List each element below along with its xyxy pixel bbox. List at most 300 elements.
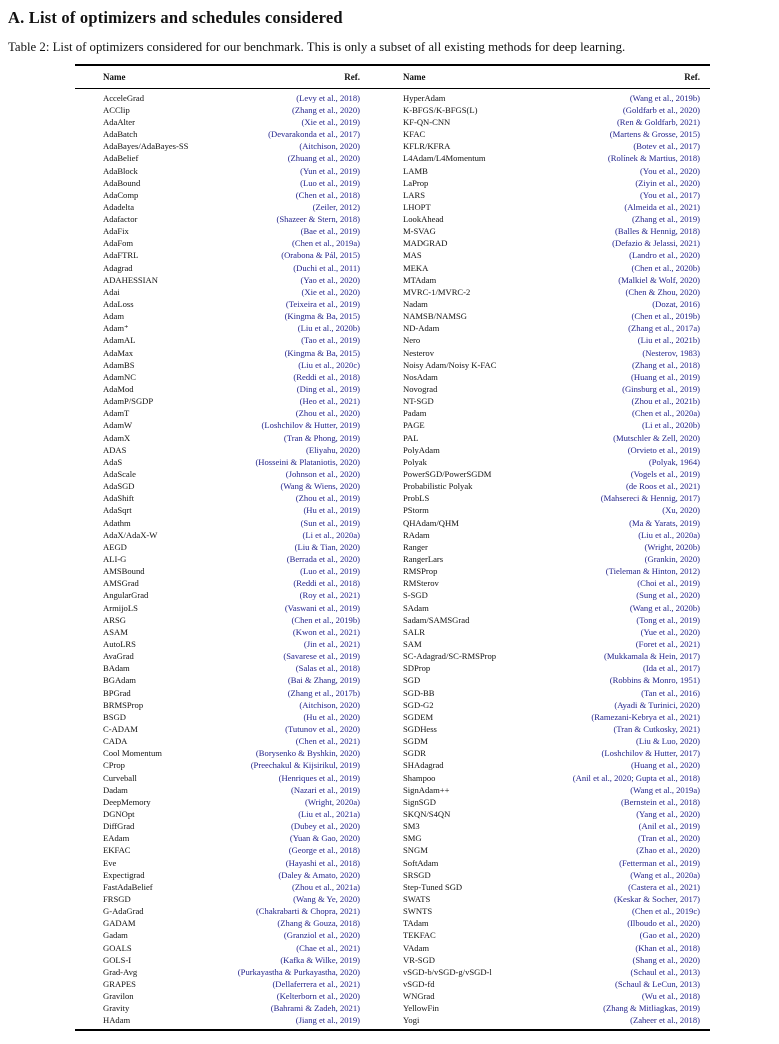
header-ref-left: Ref. [344, 71, 360, 82]
optimizer-name-left: AEGD [103, 541, 127, 552]
table-row [75, 116, 710, 128]
optimizer-name-right: RMSterov [403, 578, 439, 589]
table-row [75, 286, 710, 298]
citation-link-left[interactable]: (Hosseini & Plataniotis, 2020) [255, 456, 360, 467]
optimizer-name-left: Adai [103, 286, 120, 297]
citation-link-right[interactable]: (Ren & Goldfarb, 2021) [616, 116, 700, 127]
citation-link-left[interactable]: (Chakrabarti & Chopra, 2021) [255, 906, 360, 917]
citation-link-left[interactable]: (Savarese et al., 2019) [283, 651, 360, 662]
citation-link-right[interactable]: (Grankin, 2020) [644, 554, 700, 564]
citation-link-left[interactable]: (Xie et al., 2020) [301, 286, 360, 297]
optimizer-name-left: C-ADAM [103, 723, 138, 734]
citation-link-right[interactable]: (Xu, 2020) [662, 505, 700, 516]
table-row [75, 650, 710, 662]
citation-link-right[interactable]: (Wang et al., 2020a) [630, 869, 700, 880]
citation-link-right[interactable]: (Wang et al., 2020b) [629, 602, 700, 613]
citation-link-right[interactable]: (Bernstein et al., 2018) [621, 796, 700, 807]
optimizer-name-left: DeepMemory [103, 796, 151, 807]
table-row [75, 480, 710, 492]
citation-link-right[interactable]: (Zaheer et al., 2018) [630, 1015, 700, 1026]
citation-link-right[interactable]: (Ayadi & Turinici, 2020) [614, 699, 700, 710]
citation-link-right[interactable]: (Malkiel & Wolf, 2020) [618, 274, 700, 285]
optimizer-name-right: LAMB [403, 165, 428, 176]
citation-link-right[interactable]: (Mukkamala & Hein, 2017) [604, 651, 700, 662]
optimizer-name-right: Nesterov [403, 347, 435, 358]
citation-link-left[interactable]: (Kingma & Ba, 2015) [284, 347, 360, 358]
citation-link-left[interactable]: (Orabona & Pál, 2015) [281, 250, 360, 261]
optimizer-name-left: Gravilon [103, 991, 134, 1002]
optimizer-name-right: MADGRAD [403, 238, 448, 249]
optimizer-name-left: AdamT [103, 408, 130, 419]
table-row [75, 1002, 710, 1014]
optimizer-name-right: vSGD-fd [403, 978, 435, 989]
optimizer-name-right: M-SVAG [403, 226, 436, 237]
citation-link-left[interactable]: (Sun et al., 2019) [300, 517, 360, 528]
citation-link-left[interactable]: (Tran & Phong, 2019) [283, 432, 360, 443]
table-row [75, 310, 710, 322]
citation-link-left[interactable]: (Chae et al., 2021) [296, 942, 360, 953]
table-row [75, 541, 710, 553]
table-row [75, 614, 710, 626]
optimizer-name-right: RMSProp [403, 566, 438, 577]
citation-link-right[interactable]: (Tong et al., 2019) [636, 614, 700, 625]
citation-link-left[interactable]: (Hayashi et al., 2018) [285, 857, 360, 868]
citation-link-left[interactable]: (Chen et al., 2019b) [291, 614, 360, 625]
optimizer-name-left: AdaMod [103, 384, 134, 395]
optimizer-name-right: LARS [403, 189, 425, 200]
optimizer-name-right: MAS [403, 250, 422, 261]
citation-link-left[interactable]: (Tao et al., 2019) [301, 335, 360, 346]
optimizer-name-left: AdaComp [103, 189, 139, 200]
optimizer-name-left: GOALS [103, 942, 132, 953]
optimizer-name-left: ARSG [103, 614, 126, 625]
citation-link-right[interactable]: (Botev et al., 2017) [633, 141, 700, 152]
citation-link-right[interactable]: (You et al., 2017) [640, 189, 700, 200]
table-row [75, 201, 710, 213]
optimizer-name-right: NAMSB/NAMSG [403, 311, 467, 322]
table-row [75, 249, 710, 261]
table-row [75, 771, 710, 783]
citation-link-left[interactable]: (Liu et al., 2020c) [298, 359, 360, 370]
citation-link-right[interactable]: (Huang et al., 2019) [631, 371, 700, 382]
citation-link-left[interactable]: (Wang & Wiens, 2020) [280, 481, 360, 492]
table-row [75, 152, 710, 164]
citation-link-left[interactable]: (Luo et al., 2019) [300, 177, 360, 188]
citation-link-right[interactable]: (Defazio & Jelassi, 2021) [612, 238, 700, 249]
optimizer-name-left: DGNOpt [103, 808, 135, 819]
citation-link-right[interactable]: (Ma & Yarats, 2019) [629, 517, 700, 528]
table-row [75, 844, 710, 856]
table-row [75, 492, 710, 504]
citation-link-left[interactable]: (Yun et al., 2019) [300, 165, 360, 176]
optimizer-name-left: FastAdaBelief [103, 881, 153, 892]
citation-link-left[interactable]: (Hu et al., 2019) [303, 505, 360, 516]
table-row [75, 529, 710, 541]
citation-link-left[interactable]: (Heo et al., 2021) [299, 396, 360, 407]
optimizer-name-right: SRSGD [403, 869, 431, 880]
table-row [75, 104, 710, 116]
optimizer-name-left: Dadam [103, 784, 128, 795]
optimizer-name-right: Padam [403, 408, 427, 419]
table-row [75, 577, 710, 589]
optimizer-name-left: AdaLoss [103, 299, 134, 310]
citation-link-left[interactable]: (Zhou et al., 2020) [295, 408, 360, 419]
optimizer-name-right: ProbLS [403, 493, 430, 504]
table-row [75, 747, 710, 759]
citation-link-left[interactable]: (Tutunov et al., 2020) [285, 723, 360, 734]
table-row [75, 589, 710, 601]
citation-link-right[interactable]: (Fetterman et al., 2019) [619, 857, 700, 868]
citation-link-left[interactable]: (Henriques et al., 2019) [278, 772, 360, 783]
table-row [75, 723, 710, 735]
citation-link-left[interactable]: (Yuan & Gao, 2020) [289, 833, 360, 844]
citation-link-left[interactable]: (Shazeer & Stern, 2018) [276, 214, 360, 225]
citation-link-right[interactable]: (Loshchilov & Hutter, 2017) [601, 748, 700, 759]
citation-link-right[interactable]: (Yang et al., 2020) [636, 808, 700, 819]
citation-link-left[interactable]: (Salas et al., 2018) [295, 663, 360, 674]
citation-link-right[interactable]: (Chen et al., 2020a) [631, 408, 700, 419]
citation-link-left[interactable]: (Liu et al., 2020b) [297, 322, 360, 333]
citation-link-right[interactable]: (Castera et al., 2021) [628, 881, 700, 892]
citation-link-right[interactable]: (Robbins & Monro, 1951) [609, 675, 700, 686]
citation-link-right[interactable]: (Balles & Hennig, 2018) [615, 226, 700, 237]
citation-link-left[interactable]: (Xie et al., 2019) [301, 116, 360, 127]
citation-link-right[interactable]: (Wright, 2020b) [644, 541, 700, 552]
citation-link-right[interactable]: (Ilboudo et al., 2020) [627, 918, 700, 929]
citation-link-left[interactable]: (Johnson et al., 2020) [285, 469, 360, 480]
citation-link-left[interactable]: (Devarakonda et al., 2017) [268, 129, 360, 140]
citation-link-left[interactable]: (Aitchison, 2020) [299, 141, 360, 152]
section-title: A. List of optimizers and schedules considered [8, 8, 343, 27]
optimizer-name-left: BRMSProp [103, 699, 144, 710]
citation-link-right[interactable]: (Choi et al., 2019) [637, 578, 700, 589]
citation-link-right[interactable]: (Chen et al., 2019b) [631, 311, 700, 322]
table-row [75, 881, 710, 893]
citation-link-right[interactable]: (Ziyin et al., 2020) [635, 177, 700, 188]
optimizer-name-left: AdamX [103, 432, 131, 443]
citation-link-left[interactable]: (Zhang et al., 2017b) [287, 687, 360, 698]
optimizer-name-right: RAdam [403, 529, 430, 540]
citation-link-right[interactable]: (Mahsereci & Hennig, 2017) [600, 493, 700, 504]
citation-link-right[interactable]: (Huang et al., 2020) [631, 760, 700, 771]
citation-link-right[interactable]: (Gao et al., 2020) [639, 930, 700, 941]
optimizer-name-left: Curveball [103, 772, 137, 783]
table-row [75, 638, 710, 650]
optimizer-name-left: ACClip [103, 104, 130, 115]
table-row [75, 322, 710, 334]
citation-link-left[interactable]: (Vaswani et al., 2019) [284, 602, 360, 613]
citation-link-right[interactable]: (de Roos et al., 2021) [626, 481, 700, 492]
citation-link-left[interactable]: (Chen et al., 2019a) [291, 238, 360, 249]
citation-link-left[interactable]: (Dellaferrera et al., 2021) [272, 978, 360, 989]
citation-link-right[interactable]: (Tieleman & Hinton, 2012) [605, 566, 700, 577]
citation-link-left[interactable]: (Borysenko & Byshkin, 2020) [255, 748, 360, 759]
citation-link-right[interactable]: (Anil et al., 2019) [638, 821, 700, 832]
citation-link-left[interactable]: (George et al., 2018) [288, 845, 360, 856]
citation-link-left[interactable]: (Zhang & Gouza, 2018) [277, 918, 360, 929]
citation-link-right[interactable]: (Khan et al., 2018) [635, 942, 700, 953]
citation-link-left[interactable]: (Jin et al., 2021) [303, 638, 360, 649]
table-row [75, 978, 710, 990]
optimizer-name-left: Adagrad [103, 262, 133, 273]
optimizer-name-right: TAdam [403, 918, 429, 929]
citation-link-left[interactable]: (Bae et al., 2019) [300, 226, 360, 237]
optimizer-name-right: SAM [403, 638, 422, 649]
citation-link-left[interactable]: (Li et al., 2020a) [302, 529, 360, 540]
citation-link-right[interactable]: (Vogels et al., 2019) [630, 469, 700, 480]
optimizer-name-left: AdaFix [103, 226, 129, 237]
optimizer-name-left: AdaSGD [103, 481, 135, 492]
citation-link-left[interactable]: (Yao et al., 2020) [300, 274, 360, 285]
table-row [75, 856, 710, 868]
optimizer-name-right: SoftAdam [403, 857, 439, 868]
citation-link-left[interactable]: (Dubey et al., 2020) [291, 821, 360, 832]
optimizer-name-left: Adafactor [103, 214, 138, 225]
citation-link-left[interactable]: (Zeiler, 2012) [312, 201, 360, 212]
citation-link-left[interactable]: (Liu & Tian, 2020) [294, 541, 360, 552]
citation-link-left[interactable]: (Kwon et al., 2021) [292, 626, 360, 637]
optimizer-name-right: MEKA [403, 262, 429, 273]
optimizer-name-right: SignSGD [403, 796, 436, 807]
citation-link-right[interactable]: (Zhang et al., 2017a) [628, 323, 700, 334]
citation-link-right[interactable]: (Foret et al., 2021) [635, 638, 700, 649]
citation-link-right[interactable]: (Martens & Grosse, 2015) [609, 129, 700, 140]
citation-link-right[interactable]: (Rolínek & Martius, 2018) [607, 153, 700, 164]
table-row [75, 808, 710, 820]
table-row [75, 711, 710, 723]
optimizer-name-right: SWATS [403, 893, 431, 904]
table-bottom-rule [75, 1029, 710, 1031]
citation-link-left[interactable]: (Preechakul & Kijsirikul, 2019) [250, 760, 360, 771]
citation-link-left[interactable]: (Liu et al., 2021a) [298, 808, 360, 819]
citation-link-right[interactable]: (Ramezani-Kebrya et al., 2021) [591, 711, 700, 722]
table-row [75, 444, 710, 456]
optimizer-name-right: SGD-BB [403, 687, 435, 698]
citation-link-right[interactable]: (Zhang et al., 2018) [631, 359, 700, 370]
citation-link-right[interactable]: (Almeida et al., 2021) [624, 201, 700, 212]
optimizer-name-right: PowerSGD/PowerSGDM [403, 469, 492, 480]
citation-link-left[interactable]: (Chen et al., 2021) [295, 736, 360, 747]
table-row [75, 359, 710, 371]
citation-link-right[interactable]: (Zhang & Mitliagkas, 2019) [603, 1003, 700, 1014]
optimizer-name-left: ArmijoLS [103, 602, 138, 613]
citation-link-left[interactable]: (Eliyahu, 2020) [306, 444, 360, 455]
optimizer-name-right: VAdam [403, 942, 430, 953]
optimizer-name-left: BPGrad [103, 687, 131, 698]
citation-link-right[interactable]: (Li et al., 2020b) [642, 420, 700, 431]
optimizer-name-left: Eve [103, 857, 117, 868]
optimizer-name-left: CProp [103, 760, 125, 771]
table-row [75, 565, 710, 577]
citation-link-left[interactable]: (Roy et al., 2021) [299, 590, 360, 601]
citation-link-right[interactable]: (Ida et al., 2017) [642, 663, 700, 674]
optimizer-name-right: SGDR [403, 748, 426, 759]
table-row [75, 140, 710, 152]
citation-link-left[interactable]: (Loshchilov & Hutter, 2019) [261, 420, 360, 431]
optimizer-name-right: Polyak [403, 456, 427, 467]
table-row [75, 334, 710, 346]
table-row [75, 395, 710, 407]
citation-link-right[interactable]: (Zhao et al., 2020) [636, 845, 700, 856]
citation-link-left[interactable]: (Purkayastha & Purkayastha, 2020) [237, 966, 360, 977]
citation-link-left[interactable]: (Ding et al., 2019) [296, 384, 360, 395]
citation-link-left[interactable]: (Aitchison, 2020) [299, 699, 360, 710]
table-row [75, 917, 710, 929]
citation-link-left[interactable]: (Kafka & Wilke, 2019) [280, 954, 360, 965]
table-row [75, 92, 710, 104]
citation-link-right[interactable]: (Schaul et al., 2013) [630, 966, 700, 977]
optimizer-name-left: AdamAL [103, 335, 136, 346]
citation-link-left[interactable]: (Wang & Ye, 2020) [293, 893, 360, 904]
optimizer-name-left: AMSGrad [103, 578, 139, 589]
optimizer-name-right: TEKFAC [403, 930, 436, 941]
optimizer-name-right: SGDM [403, 736, 428, 747]
citation-link-left[interactable]: (Chen et al., 2018) [295, 189, 360, 200]
citation-link-left[interactable]: (Zhou et al., 2021a) [291, 881, 360, 892]
optimizer-name-right: Yogi [403, 1015, 420, 1026]
citation-link-left[interactable]: (Reddi et al., 2018) [293, 578, 360, 589]
header-ref-right: Ref. [684, 71, 700, 82]
optimizer-name-left: GRAPES [103, 978, 136, 989]
citation-link-right[interactable]: (Zhou et al., 2021b) [631, 396, 700, 407]
optimizer-name-right: LookAhead [403, 214, 444, 225]
citation-link-left[interactable]: (Luo et al., 2019) [300, 566, 360, 577]
citation-link-left[interactable]: (Bahrami & Zadeh, 2021) [270, 1003, 360, 1014]
optimizer-name-left: Gravity [103, 1003, 130, 1014]
citation-link-left[interactable]: (Daley & Amato, 2020) [278, 869, 360, 880]
optimizer-name-right: YellowFin [403, 1003, 439, 1014]
optimizer-name-left: Expectigrad [103, 869, 145, 880]
citation-link-left[interactable]: (Duchi et al., 2011) [293, 262, 360, 273]
table-row [75, 189, 710, 201]
citation-link-right[interactable]: (Orvieto et al., 2019) [627, 444, 700, 455]
citation-link-left[interactable]: (Levy et al., 2018) [296, 92, 360, 103]
table-row [75, 371, 710, 383]
citation-link-right[interactable]: (Wang et al., 2019b) [629, 92, 700, 103]
citation-link-right[interactable]: (Landro et al., 2020) [629, 250, 700, 261]
citation-link-left[interactable]: (Zhuang et al., 2020) [287, 153, 360, 164]
citation-link-left[interactable]: (Bai & Zhang, 2019) [287, 675, 360, 686]
citation-link-right[interactable]: (Wang et al., 2019a) [630, 784, 700, 795]
table-row [75, 504, 710, 516]
optimizer-name-right: SMG [403, 833, 422, 844]
citation-link-right[interactable]: (Zhang et al., 2019) [631, 214, 700, 225]
citation-link-right[interactable]: (Liu & Luo, 2020) [636, 736, 700, 747]
citation-link-right[interactable]: (Liu et al., 2021b) [637, 335, 700, 346]
optimizer-name-right: SALR [403, 626, 425, 637]
citation-link-left[interactable]: (Kelterborn et al., 2020) [276, 991, 360, 1002]
optimizer-name-left: AdaBelief [103, 153, 139, 164]
table-row [75, 432, 710, 444]
optimizer-name-left: AvaGrad [103, 651, 134, 662]
optimizer-name-right: SC-Adagrad/SC-RMSProp [403, 651, 497, 662]
citation-link-right[interactable]: (You et al., 2020) [640, 165, 700, 176]
citation-link-right[interactable]: (Anil et al., 2020; Gupta et al., 2018) [572, 772, 700, 783]
citation-link-left[interactable]: (Zhou et al., 2019) [295, 493, 360, 504]
optimizer-name-left: EAdam [103, 833, 130, 844]
optimizer-name-left: Adam⁺ [103, 322, 129, 333]
table-row [75, 237, 710, 249]
table-row [75, 941, 710, 953]
citation-link-left[interactable]: (Jiang et al., 2019) [295, 1015, 360, 1026]
citation-link-left[interactable]: (Nazari et al., 2019) [291, 784, 360, 795]
citation-link-right[interactable]: (Tran et al., 2020) [638, 833, 700, 844]
citation-link-left[interactable]: (Berrada et al., 2020) [286, 554, 360, 564]
table-row [75, 213, 710, 225]
optimizer-name-right: ND-Adam [403, 323, 440, 334]
optimizer-name-left: Gadam [103, 930, 128, 941]
citation-link-left[interactable]: (Reddi et al., 2018) [293, 371, 360, 382]
citation-link-right[interactable]: (Chen et al., 2020b) [631, 262, 700, 273]
table-row [75, 298, 710, 310]
optimizer-name-right: VR-SGD [403, 954, 435, 965]
optimizer-name-left: BGAdam [103, 675, 136, 686]
citation-link-right[interactable]: (Polyak, 1964) [648, 456, 700, 467]
table-caption: Table 2: List of optimizers considered for our benchmark. This is only a subset of all existing methods for deep learning. [8, 40, 626, 54]
citation-link-right[interactable]: (Liu et al., 2020a) [638, 529, 700, 540]
optimizer-name-left: AcceleGrad [103, 92, 145, 103]
optimizer-name-left: GADAM [103, 918, 136, 929]
citation-link-left[interactable]: (Zhang et al., 2020) [291, 104, 360, 115]
citation-link-right[interactable]: (Tan et al., 2016) [641, 687, 700, 698]
optimizer-name-right: MVRC-1/MVRC-2 [403, 286, 471, 297]
citation-link-left[interactable]: (Hu et al., 2020) [303, 711, 360, 722]
citation-link-right[interactable]: (Shang et al., 2020) [632, 954, 700, 965]
citation-link-left[interactable]: (Wright, 2020a) [304, 796, 360, 807]
table-row [75, 517, 710, 529]
citation-link-right[interactable]: (Sung et al., 2020) [636, 590, 700, 601]
table-row [75, 674, 710, 686]
citation-link-left[interactable]: (Teixeira et al., 2019) [285, 299, 360, 310]
optimizer-name-left: CADA [103, 736, 128, 747]
optimizer-name-left: AdaScale [103, 469, 136, 480]
citation-link-right[interactable]: (Nesterov, 1983) [642, 347, 700, 358]
table-row [75, 966, 710, 978]
citation-link-left[interactable]: (Granziol et al., 2020) [283, 930, 360, 941]
table-row [75, 699, 710, 711]
citation-link-right[interactable]: (Keskar & Socher, 2017) [613, 893, 700, 904]
citation-link-right[interactable]: (Goldfarb et al., 2020) [622, 104, 700, 115]
optimizer-name-right: Step-Tuned SGD [403, 881, 463, 892]
citation-link-right[interactable]: (Yue et al., 2020) [640, 626, 700, 637]
table-row [75, 347, 710, 359]
optimizer-name-left: AngularGrad [103, 590, 149, 601]
citation-link-right[interactable]: (Chen et al., 2019c) [631, 906, 700, 917]
optimizer-name-left: Cool Momentum [103, 748, 162, 759]
table-row [75, 735, 710, 747]
citation-link-right[interactable]: (Ginsburg et al., 2019) [622, 384, 700, 395]
optimizer-name-right: Novograd [403, 384, 438, 395]
citation-link-right[interactable]: (Mutschler & Zell, 2020) [613, 432, 700, 443]
optimizer-name-right: Ranger [403, 541, 428, 552]
citation-link-left[interactable]: (Kingma & Ba, 2015) [284, 311, 360, 322]
optimizer-name-right: Probabilistic Polyak [403, 481, 473, 492]
citation-link-right[interactable]: (Schaul & LeCun, 2013) [615, 978, 700, 989]
optimizer-name-left: AdaMax [103, 347, 134, 358]
optimizer-name-right: S-SGD [403, 590, 428, 601]
optimizer-name-left: FRSGD [103, 893, 131, 904]
optimizer-name-left: Adathm [103, 517, 131, 528]
optimizer-name-right: SNGM [403, 845, 428, 856]
citation-link-right[interactable]: (Tran & Cutkosky, 2021) [613, 723, 700, 734]
table-row [75, 419, 710, 431]
citation-link-right[interactable]: (Dozat, 2016) [652, 299, 700, 310]
optimizer-name-right: LaProp [403, 177, 429, 188]
citation-link-right[interactable]: (Chen & Zhou, 2020) [625, 286, 700, 297]
citation-link-right[interactable]: (Wu et al., 2018) [641, 991, 700, 1002]
table-row [75, 553, 710, 565]
table-row [75, 383, 710, 395]
